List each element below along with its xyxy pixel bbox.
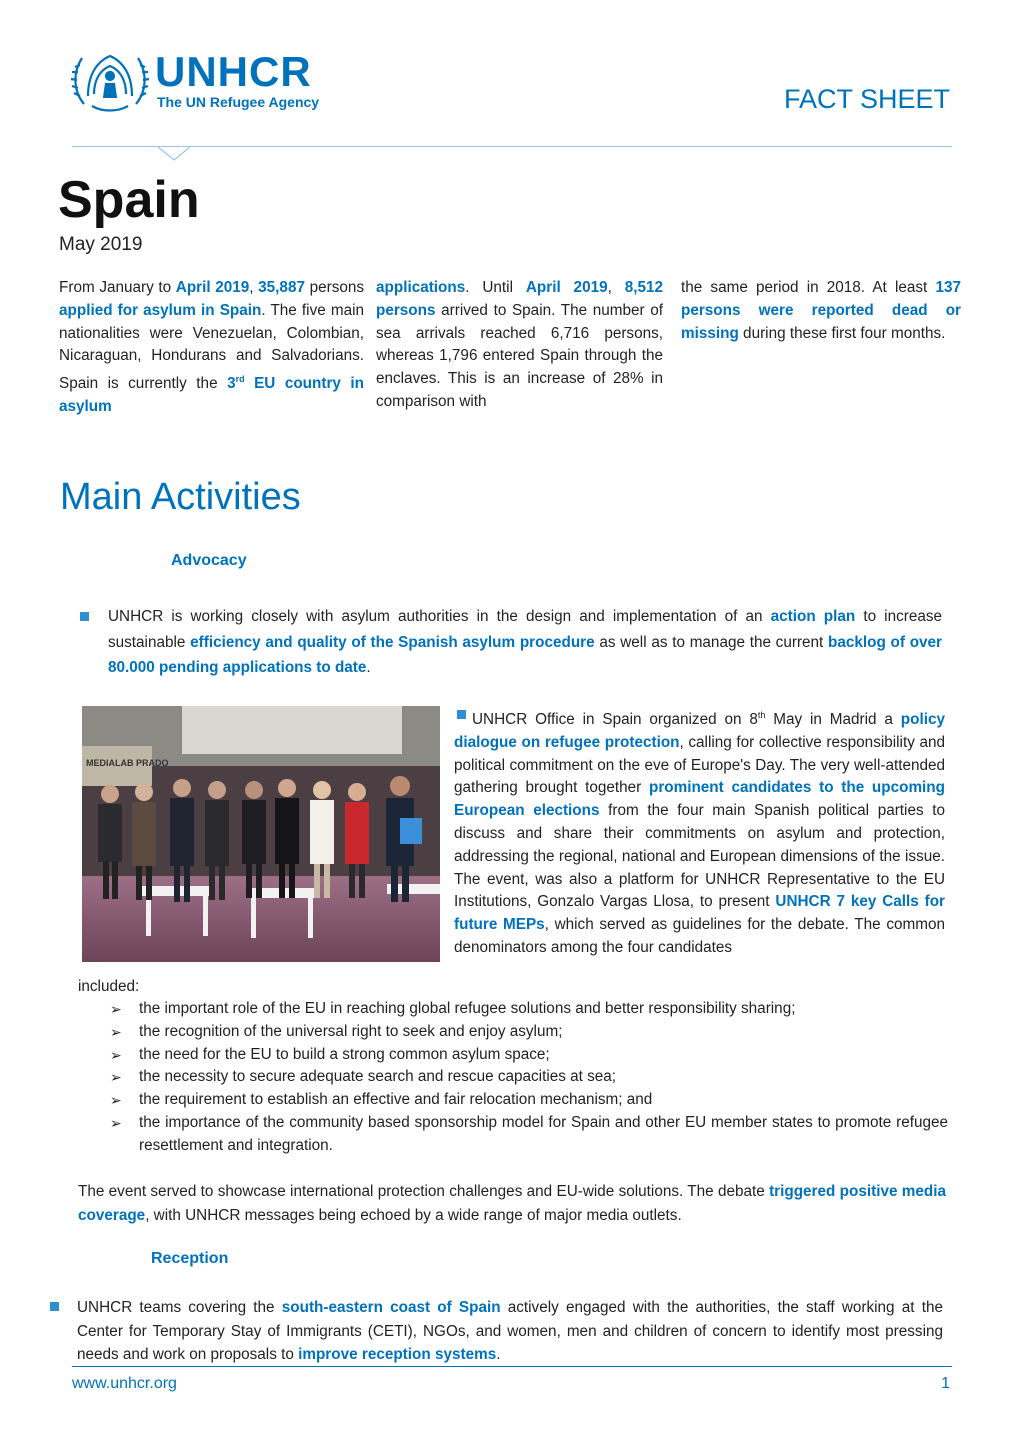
list-item: [110, 998, 948, 1021]
highlighted-text: efficiency and quality of the Spanish asylum procedure: [190, 633, 595, 651]
text-run: to increase sustainable: [108, 608, 942, 651]
list-item-text: the importance of the community based sponsorship model for Spain and other EU member states to promote refugee resettlement and integration.: [139, 1113, 948, 1154]
highlighted-text: backlog of over 80.000 pending applications to date: [108, 633, 943, 676]
text-run: .: [496, 1346, 501, 1363]
highlighted-text: action plan: [770, 608, 856, 625]
arrowhead-icon: ➢: [110, 1023, 122, 1040]
text-run: persons: [304, 279, 365, 296]
logo-tagline: The UN Refugee Agency: [157, 94, 320, 110]
list-item: [110, 1044, 948, 1067]
text-run: actively engaged with the authorities, the staff working at the Center for Temporary Stay of Immigrants (CETI), NGOs, and women, men and children of concern to identify most pressing needs and work on proposals to: [77, 1299, 943, 1363]
text-run: from the four main Spanish political parties to discuss and share their commitments on asylum and protection, addressing the regional, national and European dimensions of the issue. The event, was also a platform for UNHCR Representative to the EU Institutions, Gonzalo Vargas Llosa, to present: [454, 802, 946, 911]
square-bullet-icon: [80, 612, 89, 621]
section-title: Main Activities: [60, 476, 301, 518]
text-run: th: [757, 710, 766, 720]
included-label: included:: [78, 978, 140, 995]
page-number: 1: [941, 1375, 950, 1392]
highlighted-text: improve reception systems: [298, 1346, 497, 1363]
list-item: [110, 1021, 948, 1044]
list-item: [110, 1112, 948, 1158]
text-run: , with UNHCR messages being echoed by a wide range of major media outlets.: [145, 1207, 682, 1224]
text-run: UNHCR teams covering the: [77, 1299, 282, 1316]
highlighted-text: 137 persons were reported dead or missing: [681, 279, 961, 342]
text-run: May in Madrid a: [765, 711, 901, 729]
text-run: during these first four months.: [738, 324, 946, 342]
policy-dialogue-body: [454, 711, 945, 956]
photo-sign-text: MEDIALAB PRADO: [86, 758, 169, 768]
list-item-text: the need for the EU to build a strong common asylum space;: [139, 1045, 550, 1063]
arrowhead-icon: ➢: [110, 1114, 122, 1131]
list-item-text: the recognition of the universal right to seek and enjoy asylum;: [139, 1022, 563, 1040]
advocacy-heading: Advocacy: [171, 552, 247, 569]
intro-column-3: [681, 277, 961, 345]
common-denominators-list: [110, 998, 948, 1158]
list-item: [110, 1089, 948, 1112]
text-run: , which served as guidelines for the debate. The common denominators among the four candidates: [454, 916, 945, 957]
text-run: From January to: [59, 279, 176, 296]
list-item: [110, 1066, 948, 1089]
text-run: , calling for collective responsibility and political commitment on the eve of Europe's Day. The very well-attended gathering brought together: [454, 733, 945, 797]
text-run: UNHCR is working closely with asylum authorities in the design and implementation of an: [108, 608, 771, 625]
unhcr-emblem-icon: [71, 56, 149, 111]
list-item-text: the requirement to establish an effective and fair relocation mechanism; and: [139, 1091, 653, 1109]
arrowhead-icon: ➢: [110, 1069, 122, 1086]
arrowhead-icon: ➢: [110, 1046, 122, 1063]
highlighted-text: applied for asylum in Spain: [59, 301, 262, 319]
highlighted-text: April 2019: [175, 279, 250, 296]
reception-bullet-text: [77, 1296, 943, 1367]
highlighted-text: rd: [235, 374, 245, 385]
document-type: FACT SHEET: [783, 84, 950, 114]
text-run: .: [366, 659, 371, 676]
text-run: . Until: [465, 279, 526, 296]
text-run: ,: [607, 279, 625, 296]
arrowhead-icon: ➢: [110, 1092, 122, 1109]
square-bullet-icon: [50, 1302, 59, 1311]
highlighted-text: April 2019: [525, 279, 608, 296]
arrowhead-icon: ➢: [110, 1001, 122, 1017]
highlighted-text: policy dialogue on refugee protection: [454, 711, 945, 751]
highlighted-text: UNHCR 7 key Calls for future MEPs: [454, 893, 946, 934]
highlighted-text: applications: [376, 279, 466, 296]
policy-dialogue-text: [454, 704, 945, 960]
text-run: ,: [249, 279, 259, 296]
highlighted-text: 35,887: [258, 279, 305, 296]
event-summary-text: [78, 1180, 946, 1228]
text-run: UNHCR Office in Spain organized on 8: [472, 711, 758, 729]
reception-heading: Reception: [151, 1250, 229, 1267]
publication-date: May 2019: [59, 234, 143, 255]
text-run: arrived to Spain. The number of sea arrivals reached 6,716 persons, whereas 1,796 entered Spain through the enclaves. This is an increase of 28% in comparison with: [376, 301, 663, 410]
highlighted-text: south-eastern coast of Spain: [281, 1299, 501, 1316]
highlighted-text: triggered positive media coverage: [78, 1183, 947, 1224]
text-run: The event served to showcase international protection challenges and EU-wide solutions. The debate: [78, 1183, 770, 1200]
text-run: . The five main nationalities were Venezuelan, Colombian, Nicaraguan, Hondurans and Salvadorians. Spain is currently the: [59, 301, 364, 393]
footer-website-link[interactable]: www.unhcr.org: [72, 1375, 177, 1392]
footer-divider: [72, 1366, 952, 1367]
logo-wordmark: UNHCR: [155, 48, 312, 95]
advocacy-bullet-text: [108, 604, 942, 681]
highlighted-text: prominent candidates to the upcoming European elections: [454, 779, 945, 820]
highlighted-text: EU country in asylum: [59, 375, 365, 416]
highlighted-text: 3: [227, 375, 236, 393]
list-item-text: the necessity to secure adequate search and rescue capacities at sea;: [139, 1068, 617, 1086]
intro-column-2: [376, 277, 663, 414]
chevron-down-icon: [158, 146, 190, 162]
square-bullet-icon: [457, 710, 466, 719]
header-divider: [72, 146, 952, 147]
event-photo: [82, 706, 440, 962]
text-run: the same period in 2018. At least: [681, 279, 936, 296]
intro-column-1: [59, 277, 364, 419]
text-run: as well as to manage the current: [594, 633, 829, 651]
list-item-text: the important role of the EU in reaching global refugee solutions and better responsibility sharing;: [139, 1000, 796, 1017]
page-title: Spain: [58, 171, 200, 229]
highlighted-text: 8,512 persons: [376, 279, 663, 319]
